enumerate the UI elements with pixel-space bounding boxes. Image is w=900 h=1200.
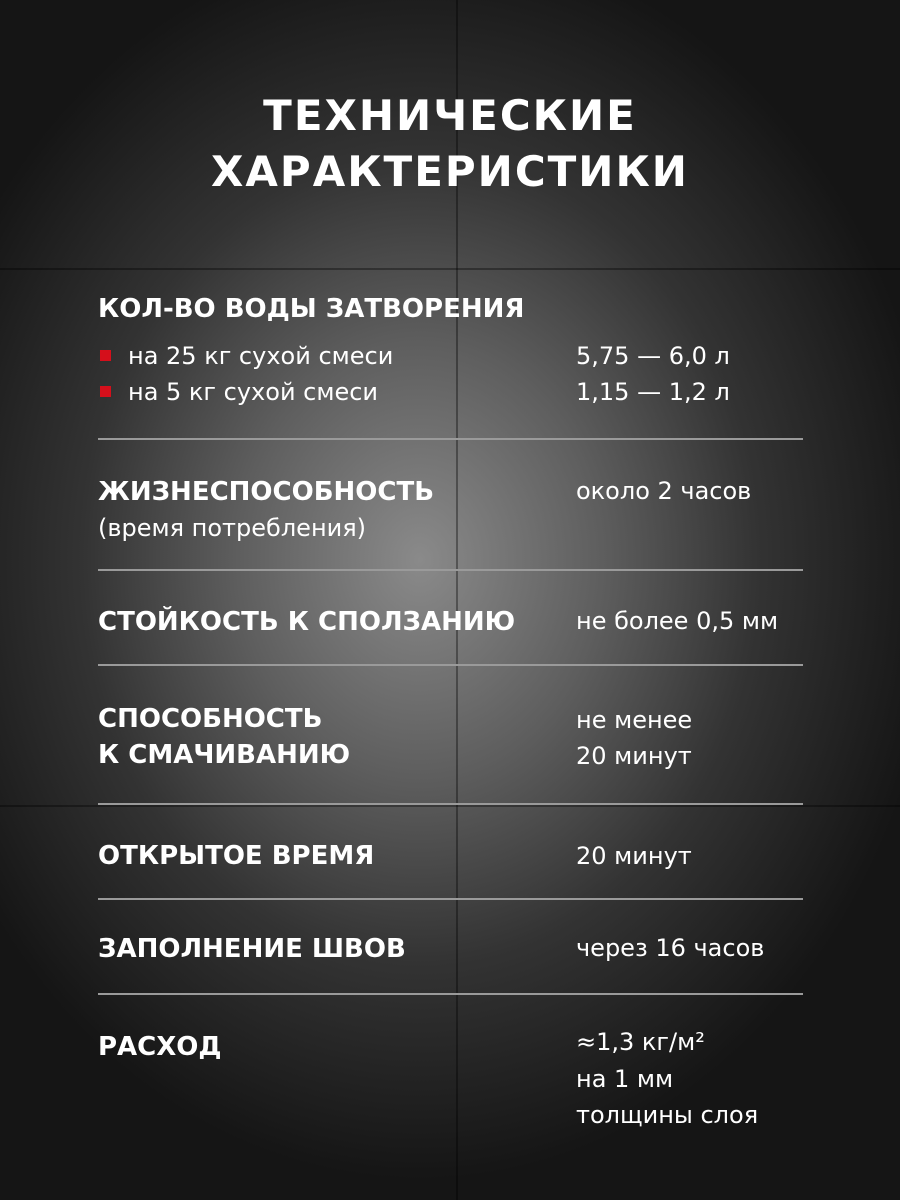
wetting-value-line-1: не менее bbox=[576, 706, 693, 734]
consumption-value-line-2: на 1 мм bbox=[576, 1065, 674, 1093]
water-label: КОЛ-ВО ВОДЫ ЗАТВОРЕНИЯ bbox=[98, 294, 525, 324]
wetting-value-line-2: 20 минут bbox=[576, 742, 692, 770]
bullet-square-icon bbox=[100, 386, 111, 397]
title-line-1: ТЕХНИЧЕСКИЕ bbox=[263, 91, 637, 140]
divider bbox=[98, 993, 803, 995]
potlife-label: ЖИЗНЕСПОСОБНОСТЬ bbox=[98, 477, 435, 507]
page-title bbox=[0, 88, 900, 200]
grouting-value: через 16 часов bbox=[576, 934, 765, 962]
consumption-label: РАСХОД bbox=[98, 1032, 222, 1062]
open-time-value: 20 минут bbox=[576, 842, 692, 870]
grouting-label: ЗАПОЛНЕНИЕ ШВОВ bbox=[98, 934, 406, 964]
divider bbox=[98, 803, 803, 805]
water-row-label: на 5 кг сухой смеси bbox=[128, 378, 379, 406]
wetting-label-line-2: К СМАЧИВАНИЮ bbox=[98, 740, 351, 770]
water-value-5kg: 1,15 — 1,2 л bbox=[576, 378, 730, 406]
water-row-label: на 25 кг сухой смеси bbox=[128, 342, 394, 370]
divider bbox=[98, 664, 803, 666]
potlife-sublabel: (время потребления) bbox=[98, 514, 367, 542]
bullet-square-icon bbox=[100, 350, 111, 361]
tile-seam-horizontal bbox=[0, 268, 900, 270]
divider bbox=[98, 898, 803, 900]
slip-label: СТОЙКОСТЬ К СПОЛЗАНИЮ bbox=[98, 607, 516, 637]
water-value-25kg: 5,75 — 6,0 л bbox=[576, 342, 730, 370]
slip-value: не более 0,5 мм bbox=[576, 607, 779, 635]
open-time-label: ОТКРЫТОЕ ВРЕМЯ bbox=[98, 841, 375, 871]
water-row-25kg bbox=[100, 339, 393, 373]
divider bbox=[98, 569, 803, 571]
tile-seam-horizontal bbox=[0, 805, 900, 807]
consumption-value-line-1: ≈1,3 кг/м² bbox=[576, 1028, 705, 1056]
title-line-2: ХАРАКТЕРИСТИКИ bbox=[211, 147, 689, 196]
wetting-label-line-1: СПОСОБНОСТЬ bbox=[98, 704, 323, 734]
potlife-value: около 2 часов bbox=[576, 477, 752, 505]
water-row-5kg bbox=[100, 375, 378, 409]
divider bbox=[98, 438, 803, 440]
consumption-value-line-3: толщины слоя bbox=[576, 1101, 759, 1129]
